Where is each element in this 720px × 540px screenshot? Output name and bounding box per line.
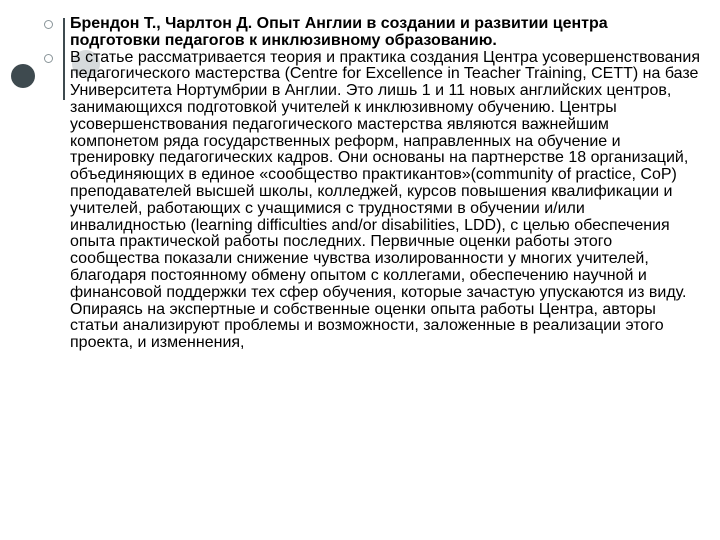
- circle-bullet-icon: [44, 54, 53, 63]
- bullet-item-title: [40, 16, 700, 50]
- circle-bullet-icon: [44, 20, 53, 29]
- bullet-item-body: [40, 50, 700, 352]
- decorative-dark-circle: [11, 64, 35, 88]
- body-text: В статье рассматривается теория и практика создания Центра усовершенствования педагогического мастерства (Centre for Excellence in Teacher Training, CETT) на базе Университета Нортумбрии в Англии. Это лишь 1 и 11 новых английских центров, занимающихся подготовкой учителей к инклюзивному обучению. Центры усовершенствования педагогического мастерства являются важнейшим компонетом ряда государственных реформ, направленных на обучение и тренировку педагогических кадров. Они основаны на партнерстве 18 организаций, объединяющих в единое «сообщество практикантов»(community of practice, CoP) преподавателей высшей школы, колледжей, курсов повышения квалификации и учителей, работающих с учащимися с трудностями в обучении и/или инвалидностью (learning difficulties and/or disabilities, LDD), с целью обеспечения опыта практической работы последних. Первичные оценки работы этого сообщества показали снижение чувства изолированности у многих учителей, благодаря постоянному обмену опытом с коллегами, обеспечению научной и финансовой поддержки тех сфер обучения, которые зачастую упускаются из виду. Опираясь на экспертные и собственные оценки опыта работы Центра, авторы статьи анализируют проблемы и возможности, заложенные в реализации этого проекта, и изменнения,: [70, 48, 700, 352]
- slide-content: [40, 16, 700, 352]
- title-text: Брендон Т., Чарлтон Д. Опыт Англии в создании и развитии центра подготовки педагогов к инклюзивному образованию.: [70, 15, 608, 49]
